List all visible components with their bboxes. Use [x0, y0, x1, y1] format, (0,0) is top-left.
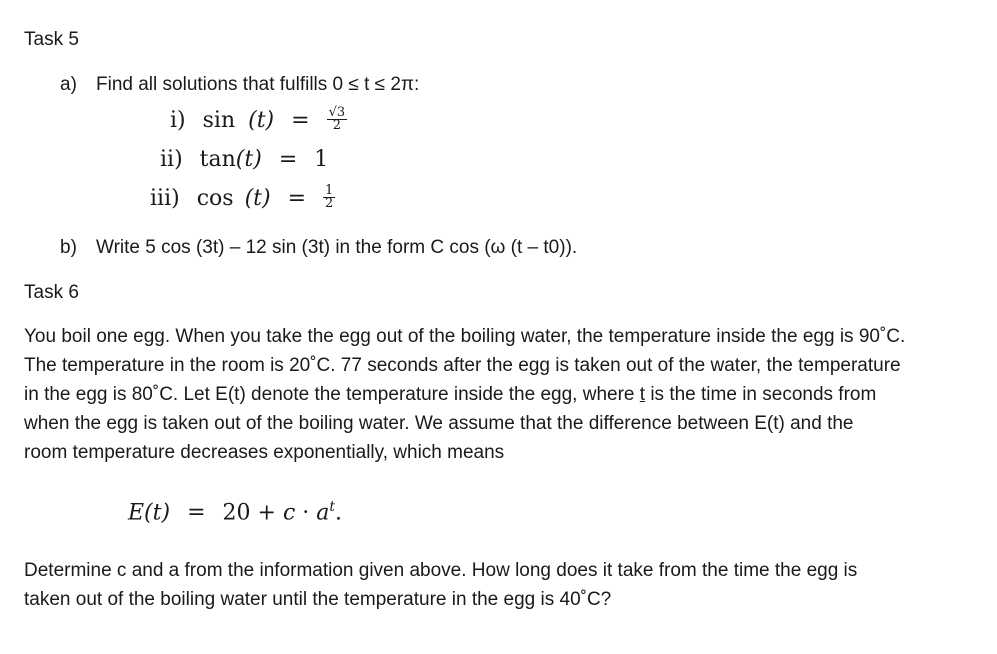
question-line: taken out of the boiling water until the temperature in the egg is 40˚C?	[24, 589, 612, 610]
formula-constant: 20 +	[222, 500, 276, 526]
equation-number: iii)	[150, 186, 180, 211]
formula-end: .	[335, 500, 343, 526]
equals-sign: =	[187, 500, 206, 526]
paragraph-line: The temperature in the room is 20˚C. 77 seconds after the egg is taken out of the water, the temperature	[24, 355, 901, 376]
part-a-marker: a)	[60, 74, 77, 95]
equation-i	[170, 104, 347, 134]
equation-iii	[150, 182, 335, 212]
equals-sign: =	[278, 147, 298, 172]
function-name: sin	[202, 108, 236, 133]
paragraph-segment: is the time in seconds from	[650, 384, 877, 405]
paragraph-line: room temperature decreases exponentially, which means	[24, 442, 505, 463]
equals-sign: =	[291, 108, 310, 133]
task6-paragraph	[24, 322, 974, 467]
task6-question	[24, 556, 974, 614]
fraction	[327, 104, 348, 133]
question-line: Determine c and a from the information given above. How long does it take from the time the egg is	[24, 560, 858, 581]
equation-number: ii)	[160, 147, 183, 172]
function-name: cos	[196, 186, 234, 211]
equation-ii	[160, 147, 328, 173]
task6-heading: Task 6	[24, 282, 79, 303]
fraction-denominator: 2	[325, 195, 334, 211]
formula-dot: ·	[302, 500, 310, 526]
part-b-text: Write 5 cos (3t) – 12 sin (3t) in the form C cos (ω (t – t0)).	[96, 237, 578, 258]
fraction-denominator: 2	[327, 119, 348, 132]
paragraph-line: You boil one egg. When you take the egg out of the boiling water, the temperature inside the egg is 90˚C.	[24, 326, 906, 347]
formula-lhs: E(t)	[128, 500, 171, 526]
equals-sign: =	[287, 186, 307, 211]
equation-number: i)	[170, 108, 186, 133]
underlined-variable: t	[639, 384, 646, 405]
paragraph-line	[24, 380, 974, 409]
fraction-numerator: √3	[328, 104, 346, 120]
fraction-numerator: 1	[325, 182, 334, 198]
temperature-formula	[128, 494, 342, 526]
paragraph-line: when the egg is taken out of the boiling water. We assume that the difference between E(t) and the	[24, 413, 854, 434]
function-name: tan	[199, 147, 236, 172]
fraction	[323, 182, 335, 211]
formula-a: a	[316, 500, 330, 526]
function-arg: (t)	[248, 108, 275, 133]
part-b-marker: b)	[60, 237, 77, 258]
function-arg: (t)	[244, 186, 271, 211]
part-a-text: Find all solutions that fulfills 0 ≤ t ≤ 2π:	[96, 74, 420, 95]
formula-exponent: t	[329, 499, 336, 515]
formula-c: c	[282, 500, 296, 526]
task5-heading: Task 5	[24, 29, 79, 50]
function-arg: (t)	[235, 147, 262, 172]
equation-value: 1	[314, 147, 329, 172]
paragraph-segment: in the egg is 80˚C. Let E(t) denote the temperature inside the egg, where	[24, 384, 635, 405]
